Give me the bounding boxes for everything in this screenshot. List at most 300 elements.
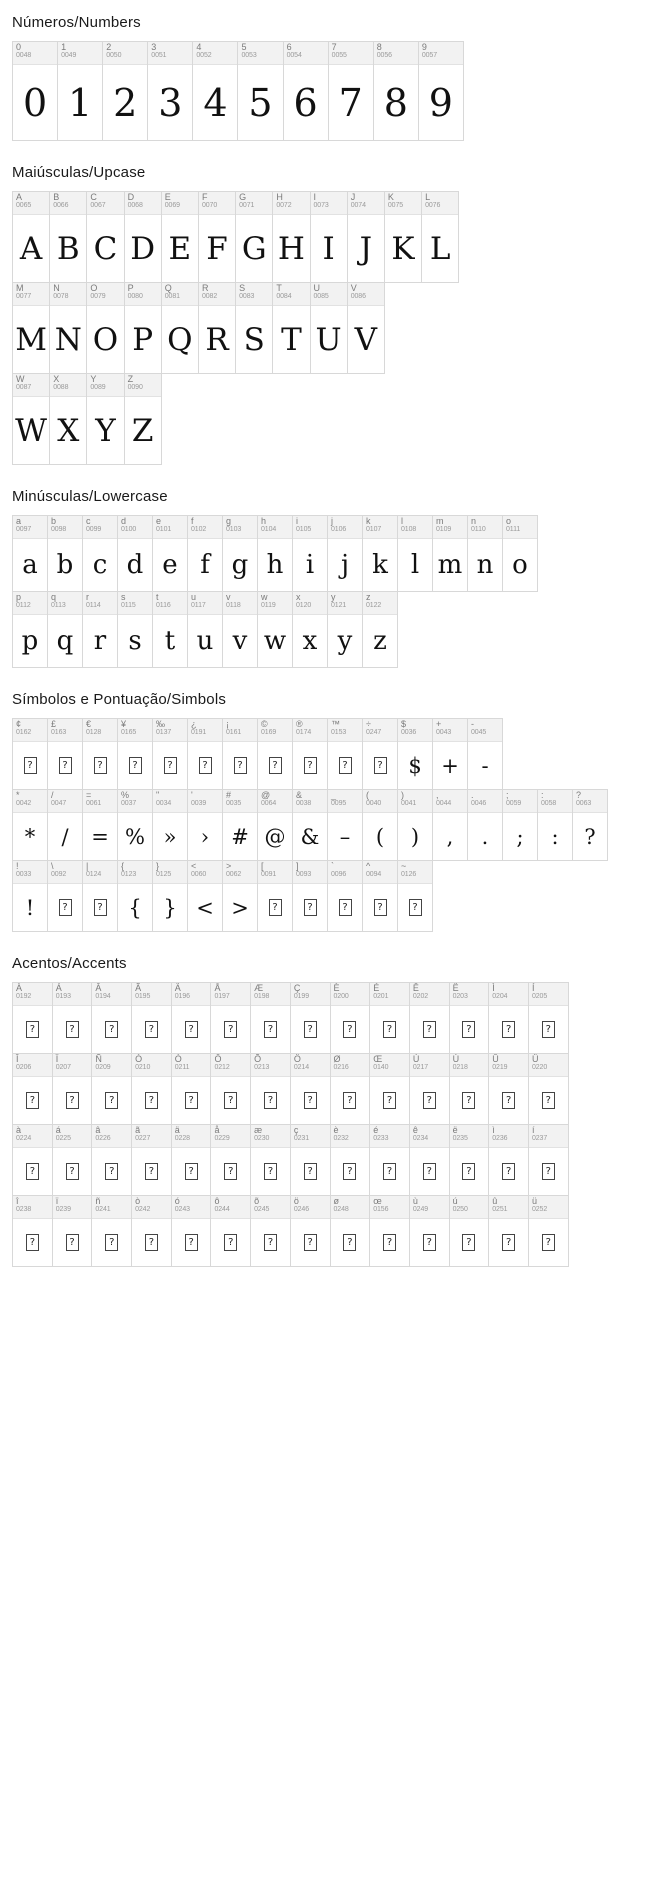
glyph-cell[interactable]: [86, 373, 124, 465]
glyph-row: [0, 191, 611, 282]
glyph-cell[interactable]: [192, 41, 238, 141]
missing-glyph-box: [489, 1006, 528, 1053]
tofu-box-icon: ?: [185, 1234, 198, 1251]
missing-glyph-box: [53, 1219, 92, 1266]
glyph-cell[interactable]: [12, 789, 48, 861]
glyph-cell[interactable]: [362, 860, 398, 932]
glyph-cell[interactable]: [117, 515, 153, 592]
glyph-preview: Z: [131, 412, 154, 449]
glyph-cell[interactable]: [362, 718, 398, 790]
tofu-box-icon: ?: [145, 1234, 158, 1251]
glyph-code-label: 0091: [261, 871, 277, 879]
glyph-cell[interactable]: [310, 191, 348, 283]
glyph-cell[interactable]: [49, 282, 87, 374]
glyph-cell[interactable]: [152, 860, 188, 932]
glyph-cell[interactable]: [210, 1195, 251, 1267]
glyph-cell[interactable]: [82, 515, 118, 592]
glyph-cell-header: [83, 861, 117, 884]
glyph-code-label: 0105: [296, 526, 312, 534]
glyph-char-label: Ü: [531, 1054, 539, 1064]
glyph-cell[interactable]: [397, 515, 433, 592]
glyph-cell[interactable]: [52, 982, 93, 1054]
glyph-cell[interactable]: [12, 1124, 53, 1196]
glyph-preview: Y: [95, 412, 116, 449]
glyph-code-label: 0153: [331, 729, 347, 737]
glyph-code-label: 0230: [254, 1135, 270, 1143]
glyph-cell[interactable]: [362, 591, 398, 668]
glyph-cell[interactable]: [171, 1124, 212, 1196]
glyph-cell[interactable]: [210, 1053, 251, 1125]
missing-glyph-box: [291, 1077, 330, 1124]
glyph-cell[interactable]: [290, 1053, 331, 1125]
glyph-cell[interactable]: [152, 718, 188, 790]
glyph-cell[interactable]: [467, 718, 503, 790]
glyph-cell-header: [83, 592, 117, 615]
glyph-preview: N: [54, 321, 82, 358]
glyph-cell[interactable]: [432, 515, 468, 592]
glyph-cell[interactable]: [131, 1124, 172, 1196]
glyph-cell[interactable]: [187, 515, 223, 592]
missing-glyph-box: [13, 1077, 52, 1124]
glyph-cell[interactable]: [397, 789, 433, 861]
glyph-code-label: 0060: [191, 871, 207, 879]
glyph-row: [0, 1195, 611, 1266]
glyph-cell[interactable]: [449, 1053, 490, 1125]
glyph-cell[interactable]: [152, 591, 188, 668]
glyph-cell[interactable]: [187, 718, 223, 790]
glyph-cell[interactable]: [12, 373, 50, 465]
glyph-cell[interactable]: [257, 591, 293, 668]
glyph-cell[interactable]: [52, 1053, 93, 1125]
glyph-cell[interactable]: [235, 282, 273, 374]
glyph-cell[interactable]: [528, 1195, 569, 1267]
glyph-cell[interactable]: [418, 41, 464, 141]
glyph-cell[interactable]: [272, 282, 310, 374]
missing-glyph-box: [172, 1006, 211, 1053]
glyph-code-label: 0236: [492, 1135, 508, 1143]
glyph-char-label: 3: [151, 42, 157, 52]
glyph-cell[interactable]: [210, 982, 251, 1054]
tofu-box-icon: ?: [105, 1092, 118, 1109]
glyph-cell[interactable]: [250, 1195, 291, 1267]
glyph-cell[interactable]: [117, 789, 153, 861]
glyph-cell[interactable]: [171, 982, 212, 1054]
glyph-cell[interactable]: [283, 41, 329, 141]
glyph-cell-header: [236, 283, 272, 306]
glyph-cell[interactable]: [198, 282, 236, 374]
glyph-preview: 3: [158, 80, 183, 125]
glyph-cell[interactable]: [250, 982, 291, 1054]
glyph-cell[interactable]: [327, 515, 363, 592]
glyph-char-label: ;: [506, 790, 509, 800]
glyph-cell[interactable]: [362, 789, 398, 861]
glyph-cell[interactable]: [237, 41, 283, 141]
glyph-cell[interactable]: [432, 789, 468, 861]
glyph-cell[interactable]: [257, 515, 293, 592]
glyph-cell[interactable]: [373, 41, 419, 141]
tofu-box-icon: ?: [542, 1021, 555, 1038]
glyph-code-label: 0033: [16, 871, 32, 879]
glyph-cell[interactable]: [537, 789, 573, 861]
glyph-cell[interactable]: [449, 1124, 490, 1196]
glyph-cell[interactable]: [292, 515, 328, 592]
glyph-cell-header: [118, 592, 152, 615]
missing-glyph-box: [13, 1148, 52, 1195]
glyph-cell[interactable]: [102, 41, 148, 141]
glyph-preview: ): [410, 824, 420, 849]
tofu-box-icon: ?: [59, 899, 72, 916]
glyph-cell[interactable]: [161, 282, 199, 374]
glyph-code-label: 0245: [254, 1206, 270, 1214]
glyph-cell[interactable]: [327, 718, 363, 790]
glyph-cell[interactable]: [250, 1124, 291, 1196]
glyph-cell[interactable]: [161, 191, 199, 283]
glyph-code-label: 0228: [174, 1135, 190, 1143]
tofu-box-icon: ?: [59, 757, 72, 774]
glyph-cell-header: [48, 790, 82, 813]
glyph-preview: J: [359, 230, 372, 267]
glyph-cell[interactable]: [330, 1195, 371, 1267]
glyph-preview: ;: [516, 824, 524, 849]
glyph-cell[interactable]: [210, 1124, 251, 1196]
glyph-cell-header: [188, 861, 222, 884]
glyph-cell[interactable]: [57, 41, 103, 141]
glyph-cell[interactable]: [409, 1195, 450, 1267]
glyph-cell[interactable]: [12, 860, 48, 932]
glyph-cell[interactable]: [488, 982, 529, 1054]
glyph-preview: O: [92, 321, 119, 358]
glyph-cell[interactable]: [235, 191, 273, 283]
glyph-cell[interactable]: [330, 1053, 371, 1125]
glyph-cell-header: [48, 861, 82, 884]
glyph-cell-header: [529, 983, 568, 1006]
glyph-cell[interactable]: [257, 789, 293, 861]
missing-glyph-box: [328, 742, 362, 789]
glyph-char-label: ò: [135, 1196, 141, 1206]
glyph-cell[interactable]: [488, 1053, 529, 1125]
glyph-cell-header: [238, 42, 282, 65]
glyph-cell[interactable]: [327, 860, 363, 932]
glyph-code-label: 0156: [373, 1206, 389, 1214]
glyph-char-label: G: [239, 192, 247, 202]
glyph-cell[interactable]: [502, 789, 538, 861]
glyph-cell-header: [422, 192, 458, 215]
missing-glyph-box: [172, 1077, 211, 1124]
glyph-cell[interactable]: [131, 982, 172, 1054]
missing-glyph-box: [53, 1006, 92, 1053]
glyph-code-label: 0077: [16, 293, 32, 301]
glyph-cell-header: [468, 516, 502, 539]
tofu-box-icon: ?: [264, 1092, 277, 1109]
tofu-box-icon: ?: [66, 1163, 79, 1180]
glyph-cell-header: [398, 719, 432, 742]
glyph-cell[interactable]: [198, 191, 236, 283]
missing-glyph-box: [188, 742, 222, 789]
glyph-cell-header: [92, 1125, 131, 1148]
glyph-cell[interactable]: [171, 1053, 212, 1125]
glyph-code-label: 0209: [95, 1064, 111, 1072]
glyph-code-label: 0097: [16, 526, 32, 534]
glyph-preview: K: [391, 230, 415, 267]
glyph-cell[interactable]: [152, 789, 188, 861]
glyph-cell[interactable]: [328, 41, 374, 141]
glyph-cell[interactable]: [124, 282, 162, 374]
glyph-cell[interactable]: [47, 789, 83, 861]
glyph-cell[interactable]: [152, 515, 188, 592]
glyph-cell[interactable]: [12, 515, 48, 592]
missing-glyph-box: [48, 742, 82, 789]
glyph-cell[interactable]: [52, 1195, 93, 1267]
glyph-cell[interactable]: [131, 1053, 172, 1125]
glyph-code-label: 0244: [214, 1206, 230, 1214]
glyph-cell[interactable]: [187, 860, 223, 932]
glyph-cell[interactable]: [421, 191, 459, 283]
glyph-cell[interactable]: [272, 191, 310, 283]
glyph-char-label: Ö: [293, 1054, 301, 1064]
glyph-code-label: 0202: [412, 993, 429, 1001]
glyph-cell[interactable]: [47, 515, 83, 592]
glyph-cell[interactable]: [147, 41, 193, 141]
glyph-cell[interactable]: [124, 191, 162, 283]
glyph-cell[interactable]: [467, 789, 503, 861]
missing-glyph-box: [53, 1148, 92, 1195]
glyph-cell-header: [53, 1196, 92, 1219]
glyph-cell[interactable]: [449, 1195, 490, 1267]
glyph-cell[interactable]: [488, 1195, 529, 1267]
glyph-cell[interactable]: [292, 718, 328, 790]
glyph-cell-header: [258, 719, 292, 742]
glyph-cell[interactable]: [409, 1124, 450, 1196]
glyph-cell-header: [48, 592, 82, 615]
tofu-box-icon: ?: [224, 1234, 237, 1251]
glyph-cell-header: [223, 516, 257, 539]
glyph-char-label: ^: [366, 861, 371, 871]
glyph-cell-header: [188, 790, 222, 813]
glyph-cell[interactable]: [347, 191, 385, 283]
glyph-cell-header: [538, 790, 572, 813]
glyph-cell[interactable]: [290, 1195, 331, 1267]
glyph-char-label: E: [164, 192, 171, 202]
glyph-cell-header: [273, 283, 309, 306]
glyph-char-label: -: [471, 719, 474, 729]
tofu-box-icon: ?: [224, 1163, 237, 1180]
glyph-cell[interactable]: [86, 191, 124, 283]
glyph-cell[interactable]: [292, 860, 328, 932]
glyph-cell-header: [172, 1196, 211, 1219]
glyph-cell[interactable]: [47, 591, 83, 668]
glyph-cell-header: [363, 861, 397, 884]
glyph-cell[interactable]: [449, 982, 490, 1054]
glyph-code-label: 0234: [412, 1135, 429, 1143]
glyph-cell-header: [223, 790, 257, 813]
glyph-code-label: 0034: [156, 800, 172, 808]
glyph-cell[interactable]: [330, 1124, 371, 1196]
glyph-cell[interactable]: [82, 860, 118, 932]
glyph-char-label: ø: [333, 1196, 339, 1206]
glyph-code-label: 0217: [412, 1064, 429, 1072]
glyph-code-label: 0241: [95, 1206, 111, 1214]
glyph-cell-header: [153, 790, 187, 813]
glyph-char-label: (: [366, 790, 369, 800]
glyph-char-label: è: [333, 1125, 339, 1135]
glyph-char-label: â: [95, 1125, 101, 1135]
glyph-cell[interactable]: [82, 718, 118, 790]
glyph-preview: +: [441, 753, 459, 778]
glyph-preview: 8: [383, 80, 408, 125]
glyph-cell[interactable]: [290, 1124, 331, 1196]
glyph-code-label: 0214: [293, 1064, 309, 1072]
glyph-cell[interactable]: [12, 41, 58, 141]
glyph-cell[interactable]: [432, 718, 468, 790]
glyph-cell[interactable]: [47, 718, 83, 790]
glyph-cell[interactable]: [488, 1124, 529, 1196]
glyph-char-label: a: [16, 516, 22, 526]
glyph-preview: 6: [293, 80, 318, 125]
glyph-cell-header: [188, 516, 222, 539]
glyph-preview: a: [22, 550, 38, 580]
glyph-code-label: 0161: [226, 729, 242, 737]
glyph-cell[interactable]: [47, 860, 83, 932]
glyph-cell-header: [153, 719, 187, 742]
glyph-cell-header: [211, 983, 250, 1006]
glyph-cell[interactable]: [222, 860, 258, 932]
glyph-cell[interactable]: [91, 1124, 132, 1196]
glyph-cell[interactable]: [91, 982, 132, 1054]
tofu-box-icon: ?: [66, 1234, 79, 1251]
glyph-char-label: Í: [531, 983, 535, 993]
glyph-preview: <: [196, 895, 214, 920]
glyph-char-label: :: [541, 790, 544, 800]
glyph-cell[interactable]: [330, 982, 371, 1054]
glyph-cell[interactable]: [384, 191, 422, 283]
glyph-cell[interactable]: [12, 282, 50, 374]
missing-glyph-box: [529, 1219, 568, 1266]
glyph-cell[interactable]: [250, 1053, 291, 1125]
glyph-cell[interactable]: [528, 1124, 569, 1196]
glyph-preview: V: [354, 321, 377, 358]
glyph-cell[interactable]: [222, 718, 258, 790]
glyph-cell[interactable]: [124, 373, 162, 465]
glyph-cell[interactable]: [528, 1053, 569, 1125]
missing-glyph-box: [363, 884, 397, 931]
glyph-cell[interactable]: [187, 591, 223, 668]
tofu-box-icon: ?: [145, 1163, 158, 1180]
glyph-cell[interactable]: [52, 1124, 93, 1196]
glyph-cell-header: [172, 983, 211, 1006]
glyph-char-label: Á: [55, 983, 62, 993]
glyph-cell[interactable]: [467, 515, 503, 592]
missing-glyph-box: [363, 742, 397, 789]
glyph-cell[interactable]: [49, 373, 87, 465]
glyph-code-label: 0251: [492, 1206, 508, 1214]
glyph-preview: 9: [428, 80, 453, 125]
glyph-preview: z: [373, 626, 387, 656]
glyph-cell-header: [13, 1196, 52, 1219]
glyph-cell[interactable]: [131, 1195, 172, 1267]
missing-glyph-box: [13, 1219, 52, 1266]
glyph-cell[interactable]: [347, 282, 385, 374]
glyph-code-label: 0110: [471, 526, 486, 534]
glyph-cell[interactable]: [397, 860, 433, 932]
glyph-cell[interactable]: [369, 982, 410, 1054]
glyph-char-label: ó: [174, 1196, 180, 1206]
glyph-char-label: N: [53, 283, 60, 293]
glyph-cell[interactable]: [12, 718, 48, 790]
glyph-cell[interactable]: [222, 515, 258, 592]
glyph-cell[interactable]: [369, 1124, 410, 1196]
glyph-cell[interactable]: [369, 1053, 410, 1125]
glyph-char-label: $: [401, 719, 407, 729]
glyph-code-label: 0116: [156, 602, 171, 610]
glyph-code-label: 0192: [16, 993, 32, 1001]
glyph-cell-header: [398, 790, 432, 813]
missing-glyph-box: [489, 1148, 528, 1195]
glyph-cell-header: [251, 1125, 290, 1148]
glyph-cell[interactable]: [528, 982, 569, 1054]
glyph-cell[interactable]: [117, 718, 153, 790]
glyph-cell[interactable]: [292, 591, 328, 668]
glyph-preview: l: [410, 550, 420, 580]
glyph-cell[interactable]: [327, 789, 363, 861]
glyph-cell[interactable]: [409, 1053, 450, 1125]
glyph-cell[interactable]: [292, 789, 328, 861]
glyph-cell[interactable]: [572, 789, 608, 861]
glyph-code-label: 0169: [261, 729, 277, 737]
glyph-cell[interactable]: [82, 591, 118, 668]
glyph-char-label: j: [331, 516, 333, 526]
missing-glyph-box: [529, 1148, 568, 1195]
glyph-cell[interactable]: [117, 860, 153, 932]
glyph-cell[interactable]: [86, 282, 124, 374]
glyph-cell[interactable]: [171, 1195, 212, 1267]
glyph-cell[interactable]: [290, 982, 331, 1054]
missing-glyph-box: [410, 1148, 449, 1195]
glyph-preview: e: [162, 550, 178, 580]
glyph-char-label: o: [506, 516, 512, 526]
glyph-cell[interactable]: [187, 789, 223, 861]
glyph-cell[interactable]: [362, 515, 398, 592]
glyph-cell[interactable]: [117, 591, 153, 668]
glyph-cell[interactable]: [12, 591, 48, 668]
glyph-cell[interactable]: [502, 515, 538, 592]
glyph-cell[interactable]: [82, 789, 118, 861]
glyph-cell[interactable]: [12, 191, 50, 283]
glyph-cell[interactable]: [91, 1195, 132, 1267]
glyph-cell[interactable]: [91, 1053, 132, 1125]
glyph-cell-header: [331, 1054, 370, 1077]
glyph-cell[interactable]: [327, 591, 363, 668]
glyph-char-label: É: [373, 983, 380, 993]
glyph-cell[interactable]: [397, 718, 433, 790]
glyph-cell-header: [48, 719, 82, 742]
glyph-cell[interactable]: [409, 982, 450, 1054]
glyph-cell[interactable]: [12, 1053, 53, 1125]
glyph-cell[interactable]: [257, 860, 293, 932]
glyph-cell-header: [293, 790, 327, 813]
glyph-cell[interactable]: [257, 718, 293, 790]
glyph-cell[interactable]: [12, 982, 53, 1054]
glyph-cell[interactable]: [222, 591, 258, 668]
glyph-section-accents: [0, 941, 661, 1266]
glyph-cell[interactable]: [49, 191, 87, 283]
glyph-cell[interactable]: [369, 1195, 410, 1267]
glyph-char-label: Ò: [135, 1054, 143, 1064]
glyph-cell[interactable]: [222, 789, 258, 861]
glyph-cell[interactable]: [12, 1195, 53, 1267]
glyph-cell[interactable]: [310, 282, 348, 374]
glyph-cell-header: [410, 1125, 449, 1148]
tofu-box-icon: ?: [129, 757, 142, 774]
